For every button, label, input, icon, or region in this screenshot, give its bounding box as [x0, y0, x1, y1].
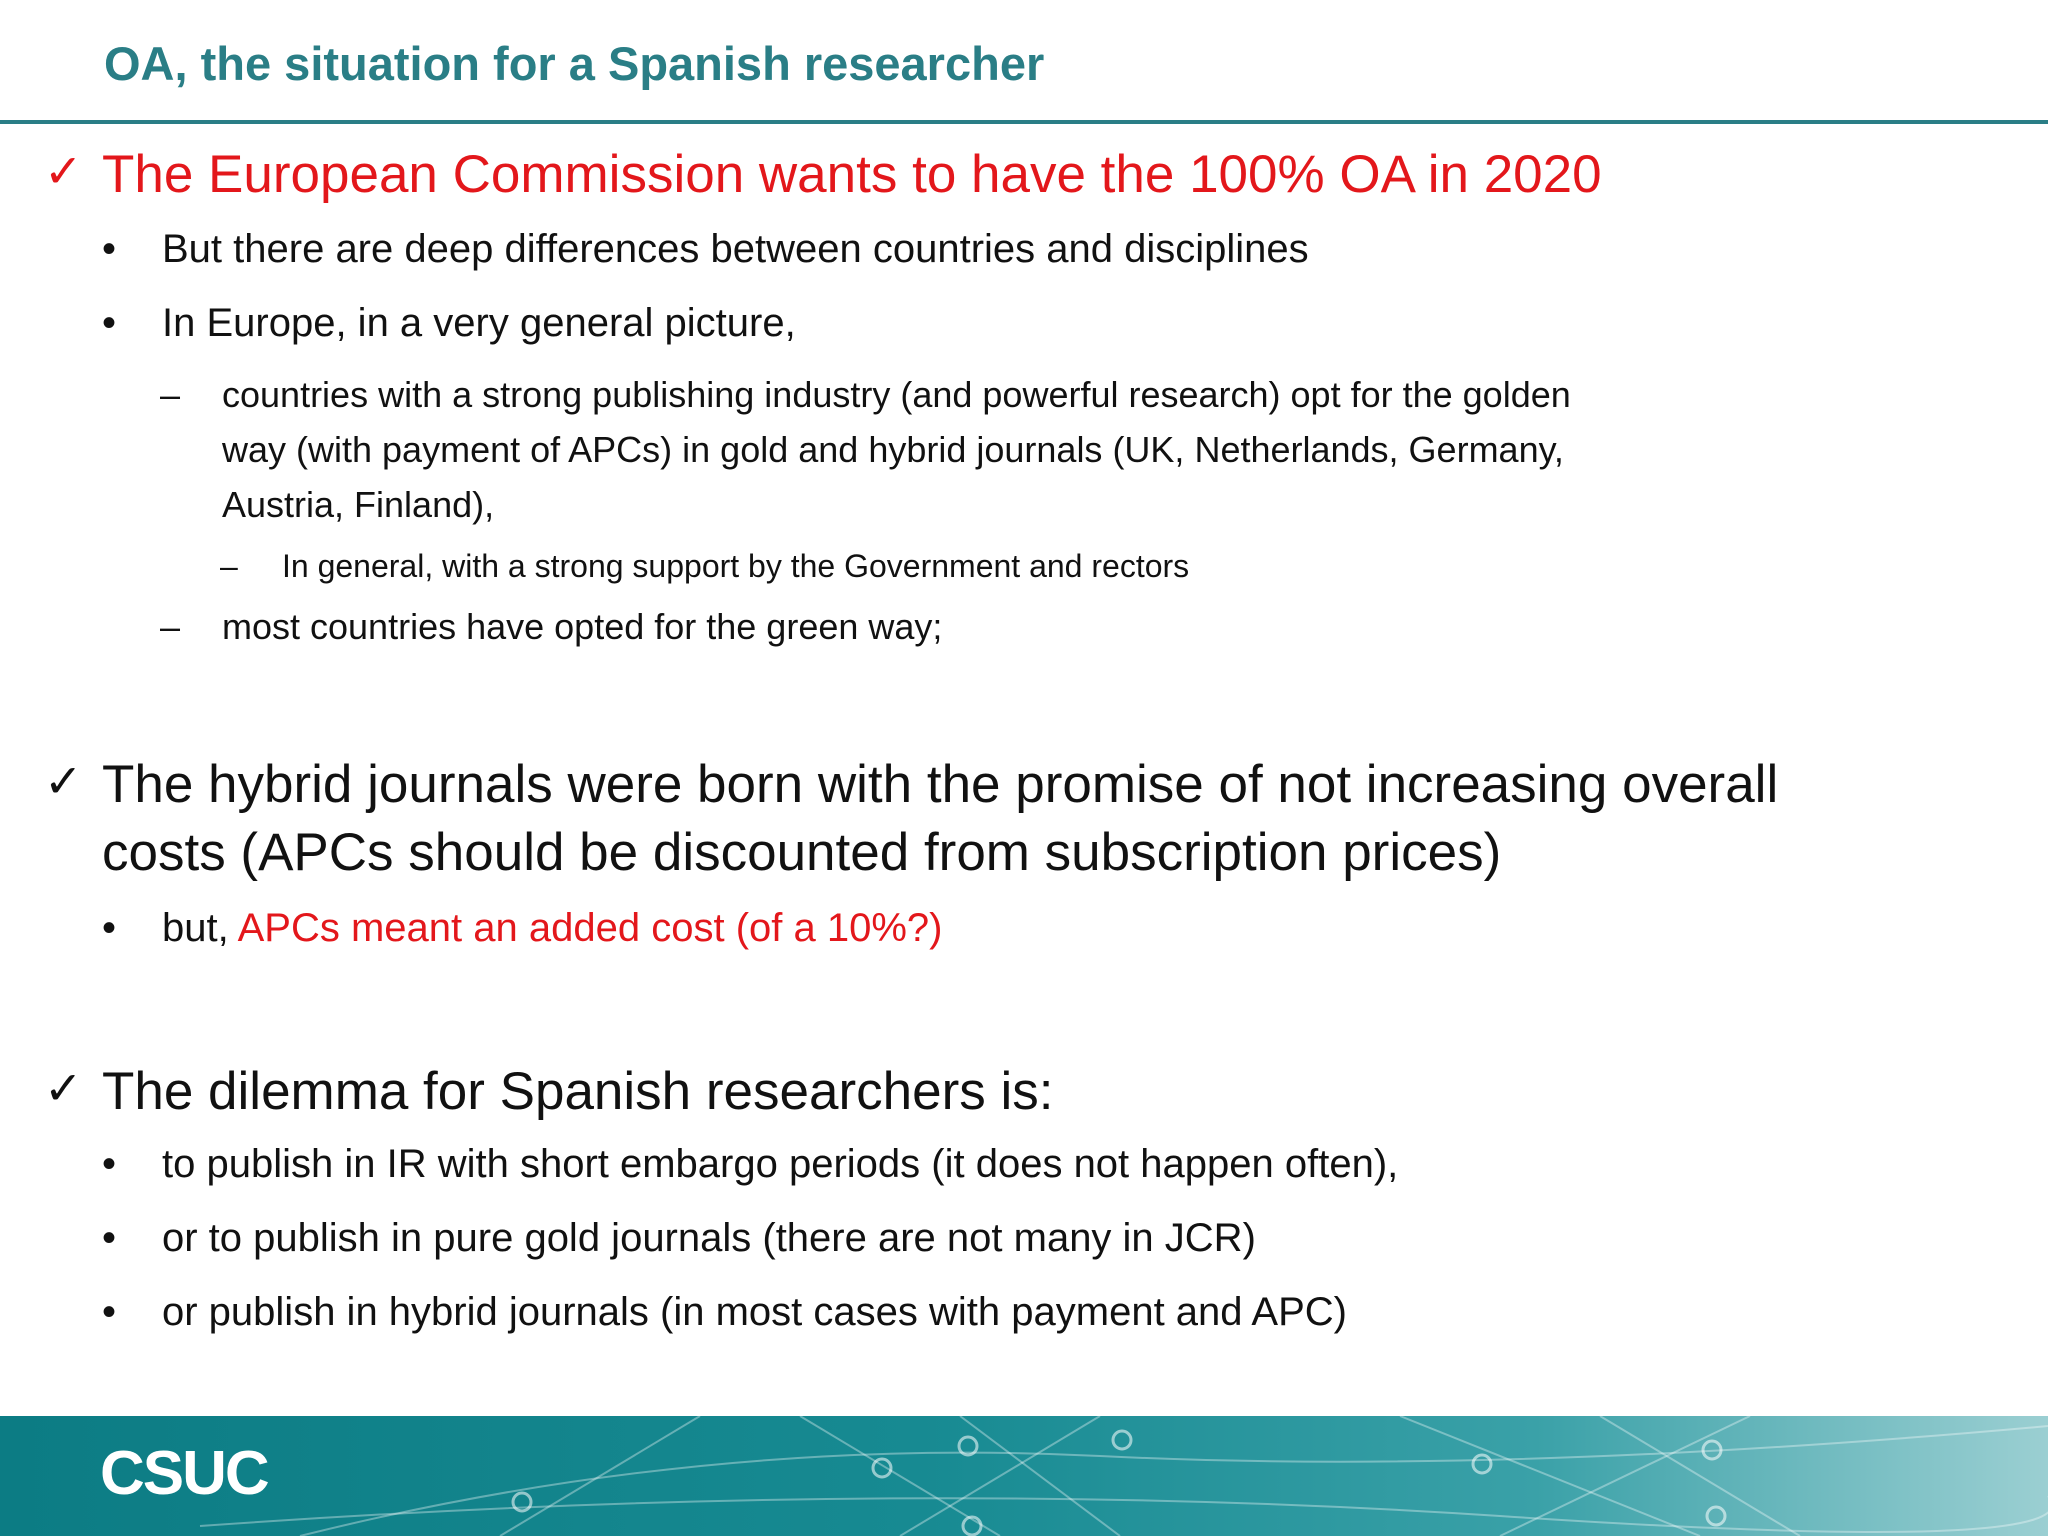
title-rule	[0, 120, 2048, 124]
section3-heading: The dilemma for Spanish researchers is:	[102, 1062, 1054, 1121]
section3-bullet-2: or to publish in pure gold journals (there are not many in JCR)	[162, 1216, 1256, 1260]
bullet-icon: •	[102, 906, 117, 950]
section2-bullet-prefix: but,	[162, 906, 238, 950]
network-pattern	[0, 1416, 2048, 1536]
section1-bullet-1: But there are deep differences between countries and disciplines	[162, 227, 1309, 271]
dash-icon: –	[160, 606, 181, 647]
section1-heading: The European Commission wants to have the 100% OA in 2020	[102, 145, 1602, 204]
section3-bullet-3: or publish in hybrid journals (in most cases with payment and APC)	[162, 1290, 1347, 1334]
bullet-icon: •	[102, 1290, 117, 1334]
csuc-logo: CSUC	[100, 1439, 268, 1508]
section3-bullet-1: to publish in IR with short embargo periods (it does not happen often),	[162, 1142, 1399, 1186]
dash-icon: –	[160, 374, 181, 415]
section1-bullet-2: In Europe, in a very general picture,	[162, 301, 796, 345]
bullet-icon: •	[102, 227, 117, 271]
bullet-icon: •	[102, 1142, 117, 1186]
section2-heading-line-2: costs (APCs should be discounted from subscription prices)	[102, 823, 1502, 882]
bullet-icon: •	[102, 1216, 117, 1260]
check-icon: ✓	[44, 144, 83, 198]
section1-sub-dash: In general, with a strong support by the Government and rectors	[282, 548, 1190, 584]
section1-dash-1-line-2: way (with payment of APCs) in gold and hybrid journals (UK, Netherlands, Germany,	[222, 429, 1564, 470]
check-icon: ✓	[44, 754, 83, 808]
check-icon: ✓	[44, 1061, 83, 1115]
section1-dash-2: most countries have opted for the green way;	[222, 606, 943, 647]
bullet-icon: •	[102, 301, 117, 345]
section2-bullet-highlight: APCs meant an added cost (of a 10%?)	[237, 906, 943, 950]
section1-dash-1-line-1: countries with a strong publishing industry (and powerful research) opt for the golden	[222, 374, 1571, 415]
section1-dash-1-line-3: Austria, Finland),	[222, 484, 495, 525]
section2-heading-line-1: The hybrid journals were born with the promise of not increasing overall	[102, 755, 1779, 814]
footer-banner	[0, 1416, 2048, 1536]
dash-icon: –	[220, 548, 238, 584]
section2-bullet-1	[162, 906, 942, 951]
slide-title: OA, the situation for a Spanish researcher	[104, 37, 1045, 90]
